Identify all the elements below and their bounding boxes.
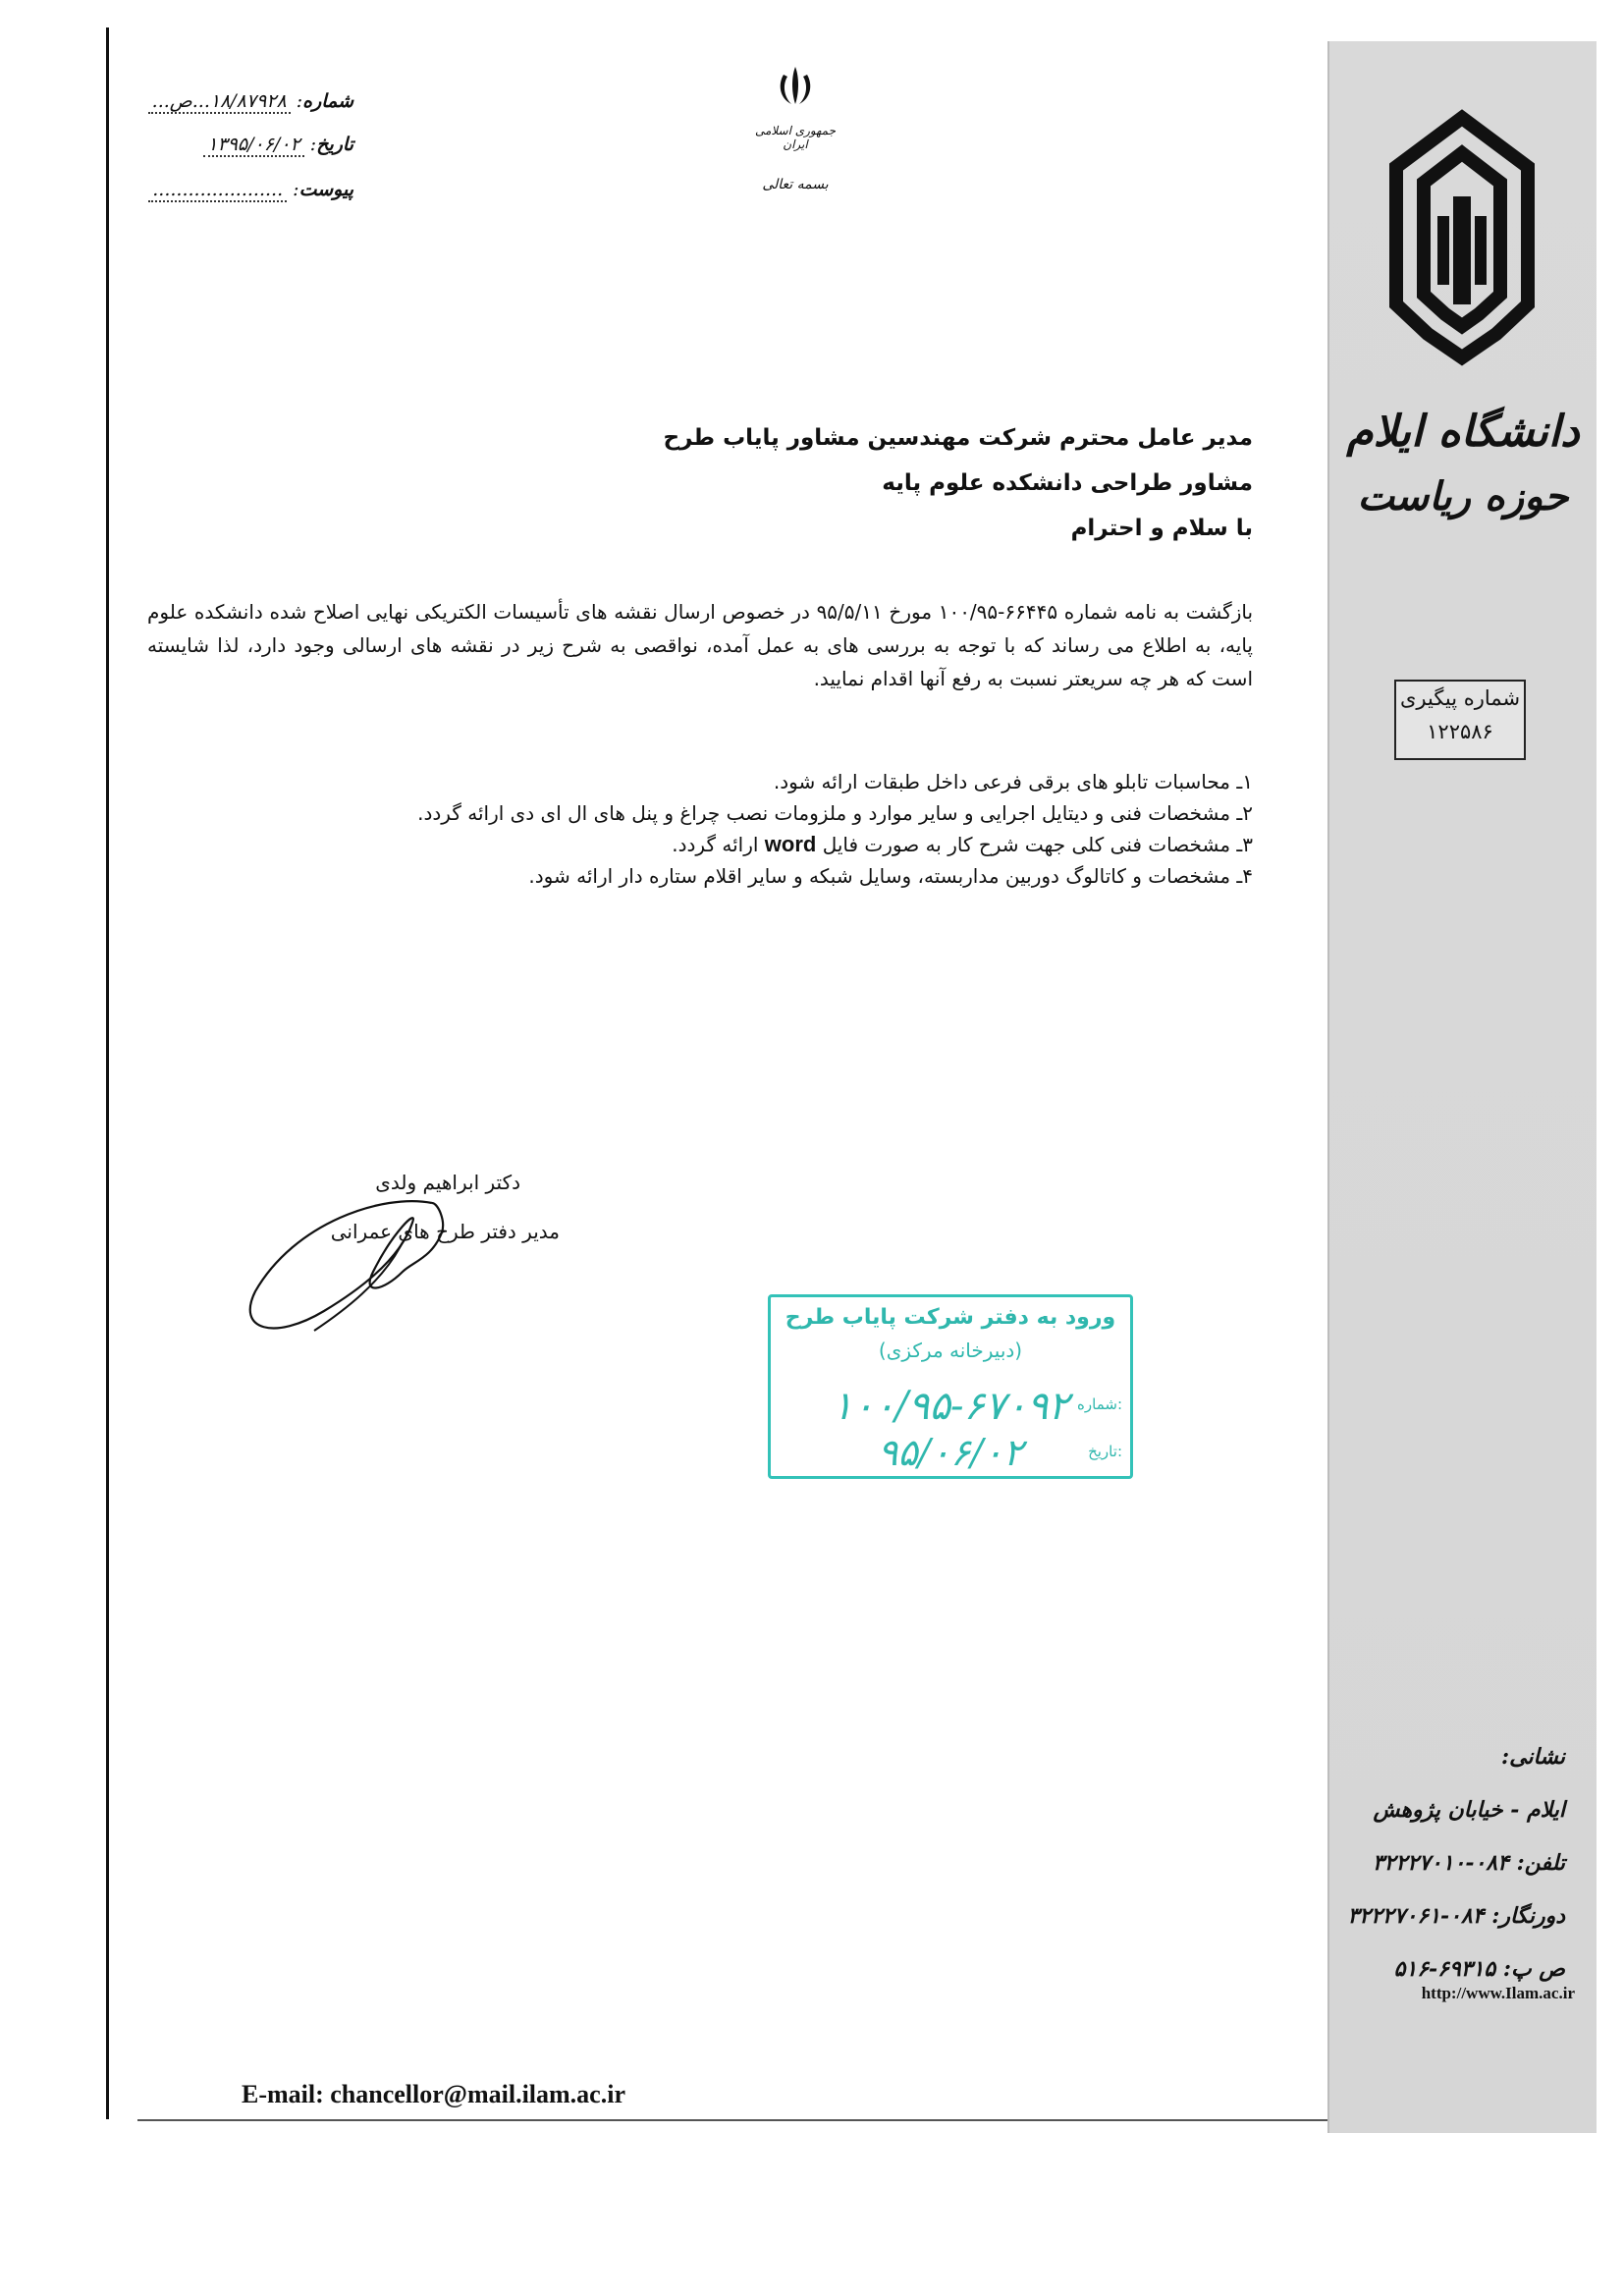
list-item: ۲ـ مشخصات فنی و دیتایل اجرایی و سایر موارد و ملزومات نصب چراغ و پنل های ال ای دی ارائه گردد. [417,801,1253,825]
tracking-number: ۱۲۲۵۸۶ [1427,720,1493,743]
handwritten-signature [236,1164,471,1350]
item3-word: word [764,832,817,856]
address-label: نشانی: [1500,1744,1565,1770]
stamp-date-label: تاریخ: [1088,1443,1122,1460]
item3-text-end: ارائه گردد. [672,833,759,856]
item3-text-start: ۳ـ مشخصات فنی کلی جهت شرح کار به صورت فایل [822,833,1253,856]
signatory-title: مدیر دفتر طرح های عمرانی [330,1220,560,1243]
fax: دورنگار: ۰۸۴-۳۲۲۲۷۰۶۱ [1347,1903,1565,1929]
po-box: ص پ: ۶۹۳۱۵-۵۱۶ [1393,1956,1565,1982]
footer-email: E-mail: chancellor@mail.ilam.ac.ir [242,2080,625,2108]
emblem-caption: جمهوری اسلامی ایران [754,124,837,151]
office-name: حوزه ریاست [1357,473,1569,519]
receipt-stamp [768,1294,1133,1479]
stamp-date: ۹۵/۰۶/۰۲ [877,1431,1024,1474]
list-item: ۱ـ محاسبات تابلو های برقی فرعی داخل طبقات ارائه شود. [773,770,1253,793]
letter-number: شماره: ۱۸/۸۷۹۲۸...ص... [147,90,353,112]
greeting: با سلام و احترام [1070,516,1253,541]
contact-block [1329,1730,1565,1995]
list-item: ۴ـ مشخصات و کاتالوگ دوربین مداربسته، وسایل شبکه و سایر اقلام ستاره دار ارائه شود. [528,864,1253,888]
basmala: بسمه تعالی [762,177,829,192]
letter-attachment-label: پیوست [298,179,353,200]
footer-rule [137,2119,1355,2121]
letter-number-value: ۱۸/۸۷۹۲۸...ص... [148,90,291,114]
signatory-name: دکتر ابراهیم ولدی [375,1171,520,1194]
list-item [173,829,1253,860]
stamp-subtitle: (دبیرخانه مرکزی) [878,1339,1023,1362]
letter-date-value: ۱۳۹۵/۰۶/۰۲ [203,134,303,157]
letter-number-label: شماره [302,90,353,112]
university-logo-icon [1380,108,1543,367]
tracking-label: شماره پیگیری [1399,686,1521,710]
website-url: http://www.Ilam.ac.ir [1421,1984,1575,2002]
phone: تلفن: ۰۸۴-۳۲۲۲۷۰۱۰ [1372,1850,1565,1876]
recipient-line-2: مشاور طراحی دانشکده علوم پایه [882,470,1253,496]
address-value: ایلام - خیابان پژوهش [1373,1797,1565,1823]
iran-emblem-block [746,63,844,192]
stamp-number-label: شماره: [1077,1395,1122,1413]
university-sidebar [1327,41,1597,2133]
letter-body: بازگشت به نامه شماره ۶۶۴۴۵-۱۰۰/۹۵ مورخ ۹۵/۵/۱۱ در خصوص ارسال نقشه های تأسیسات الکتریکی نهایی اصلاح شده دانشکده علوم پایه، به اطلاع می رساند که با توجه به بررسی های به عمل آمده، نواقصی به شرح زیر در نقشه های ارسالی وجود دارد، لذا شایسته است که هر چه سریعتر نسبت به رفع آنها اقدام نمایید. [147,600,1254,690]
recipient-block [467,420,1253,546]
stamp-title: ورود به دفتر شرکت پایاب طرح [785,1305,1116,1330]
letter-date-label: تاریخ [316,134,353,155]
letter-attachment-value: ...................... [148,179,287,202]
deficiency-list [173,766,1253,892]
letter-attachment: پیوست: ...................... [147,179,353,200]
left-margin-rule [106,27,109,2119]
university-name: دانشگاه ایلام [1346,407,1580,457]
recipient-line-1: مدیر عامل محترم شرکت مهندسین مشاور پایاب طرح [663,425,1253,451]
iran-emblem-icon [774,63,817,110]
stamp-number: ۱۰۰/۹۵-۶۷۰۹۲ [832,1384,1069,1429]
tracking-number-box [1394,680,1526,760]
letter-date: تاریخ: ۱۳۹۵/۰۶/۰۲ [147,134,353,155]
